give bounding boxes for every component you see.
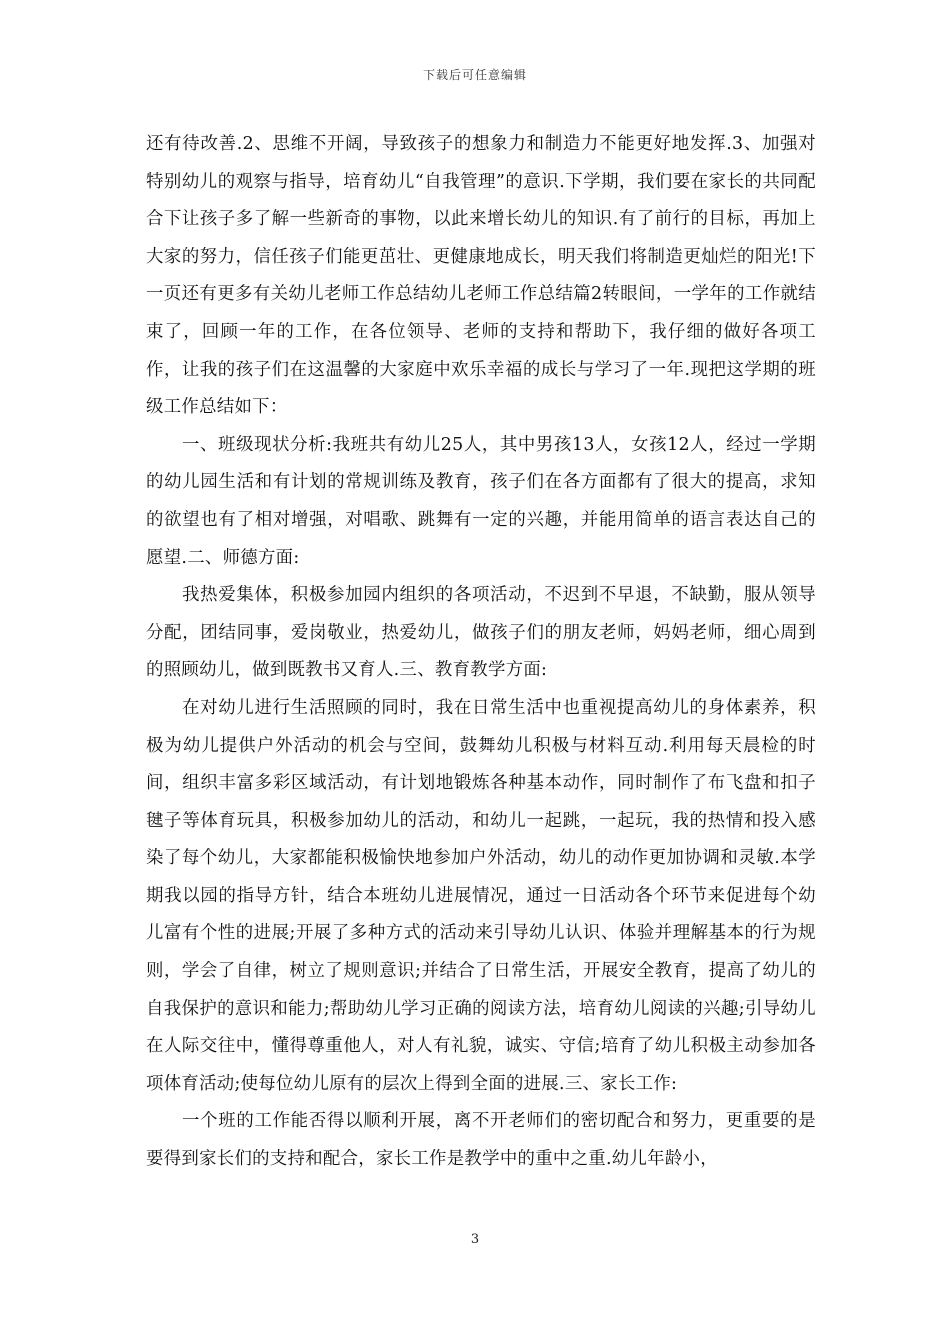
paragraph: 一个班的工作能否得以顺利开展，离不开老师们的密切配合和努力，更重要的是要得到家长们的支持和配合，家长工作是教学中的重中之重.幼儿年龄小， <box>146 1111 816 1170</box>
paragraph: 还有待改善.2、思维不开阔，导致孩子的想象力和制造力不能更好地发挥.3、加强对特别幼儿的观察与指导，培育幼儿“自我管理”的意识.下学期，我们要在家长的共同配合下让孩子多了解一些新奇的事物，以此来增长幼儿的知识.有了前行的目标，再加上大家的努力，信任孩子们能更茁壮、更健康地成长，明天我们将制造更灿烂的阳光!下一页还有更多有关幼儿老师工作总结幼儿老师工作总结篇2转眼间，一学年的工作就结束了，回顾一年的工作，在各位领导、老师的支持和帮助下，我仔细的做好各项工作，让我的孩子们在这温馨的大家庭中欢乐幸福的成长与学习了一年.现把这学期的班级工作总结如下： <box>146 134 816 418</box>
page-number: 3 <box>470 1232 480 1247</box>
paragraph: 我热爱集体，积极参加园内组织的各项活动，不迟到不早退，不缺勤，服从领导分配，团结同事，爱岗敬业，热爱幼儿，做孩子们的朋友老师，妈妈老师，细心周到的照顾幼儿，做到既教书又育人.三、教育教学方面: <box>146 585 816 681</box>
paragraph: 一、班级现状分析:我班共有幼儿25人，其中男孩13人，女孩12人，经过一学期的幼儿园生活和有计划的常规训练及教育，孩子们在各方面都有了很大的提高，求知的欲望也有了相对增强，对唱歌、跳舞有一定的兴趣，并能用简单的语言表达自己的愿望.二、师德方面: <box>146 434 816 568</box>
paragraph: 在对幼儿进行生活照顾的同时，我在日常生活中也重视提高幼儿的身体素养，积极为幼儿提供户外活动的机会与空间，鼓舞幼儿积极与材料互动.利用每天晨检的时间，组织丰富多彩区域活动，有计划地锻炼各种基本动作，同时制作了布飞盘和扣子毽子等体育玩具，积极参加幼儿的活动，和幼儿一起跳，一起玩，我的热情和投入感染了每个幼儿，大家都能积极愉快地参加户外活动，幼儿的动作更加协调和灵敏.本学期我以园的指导方针，结合本班幼儿进展情况，通过一日活动各个环节来促进每个幼儿富有个性的进展;开展了多种方式的活动来引导幼儿认识、体验并理解基本的行为规则，学会了自律，树立了规则意识;并结合了日常生活，开展安全教育，提高了幼儿的自我保护的意识和能力;帮助幼儿学习正确的阅读方法，培育幼儿阅读的兴趣;引导幼儿在人际交往中，懂得尊重他人，对人有礼貌，诚实、守信;培育了幼儿积极主动参加各项体育活动;使每位幼儿原有的层次上得到全面的进展.三、家长工作: <box>146 697 816 1094</box>
page-header: 下载后可任意编辑 <box>422 68 527 82</box>
document-body <box>146 126 816 1179</box>
